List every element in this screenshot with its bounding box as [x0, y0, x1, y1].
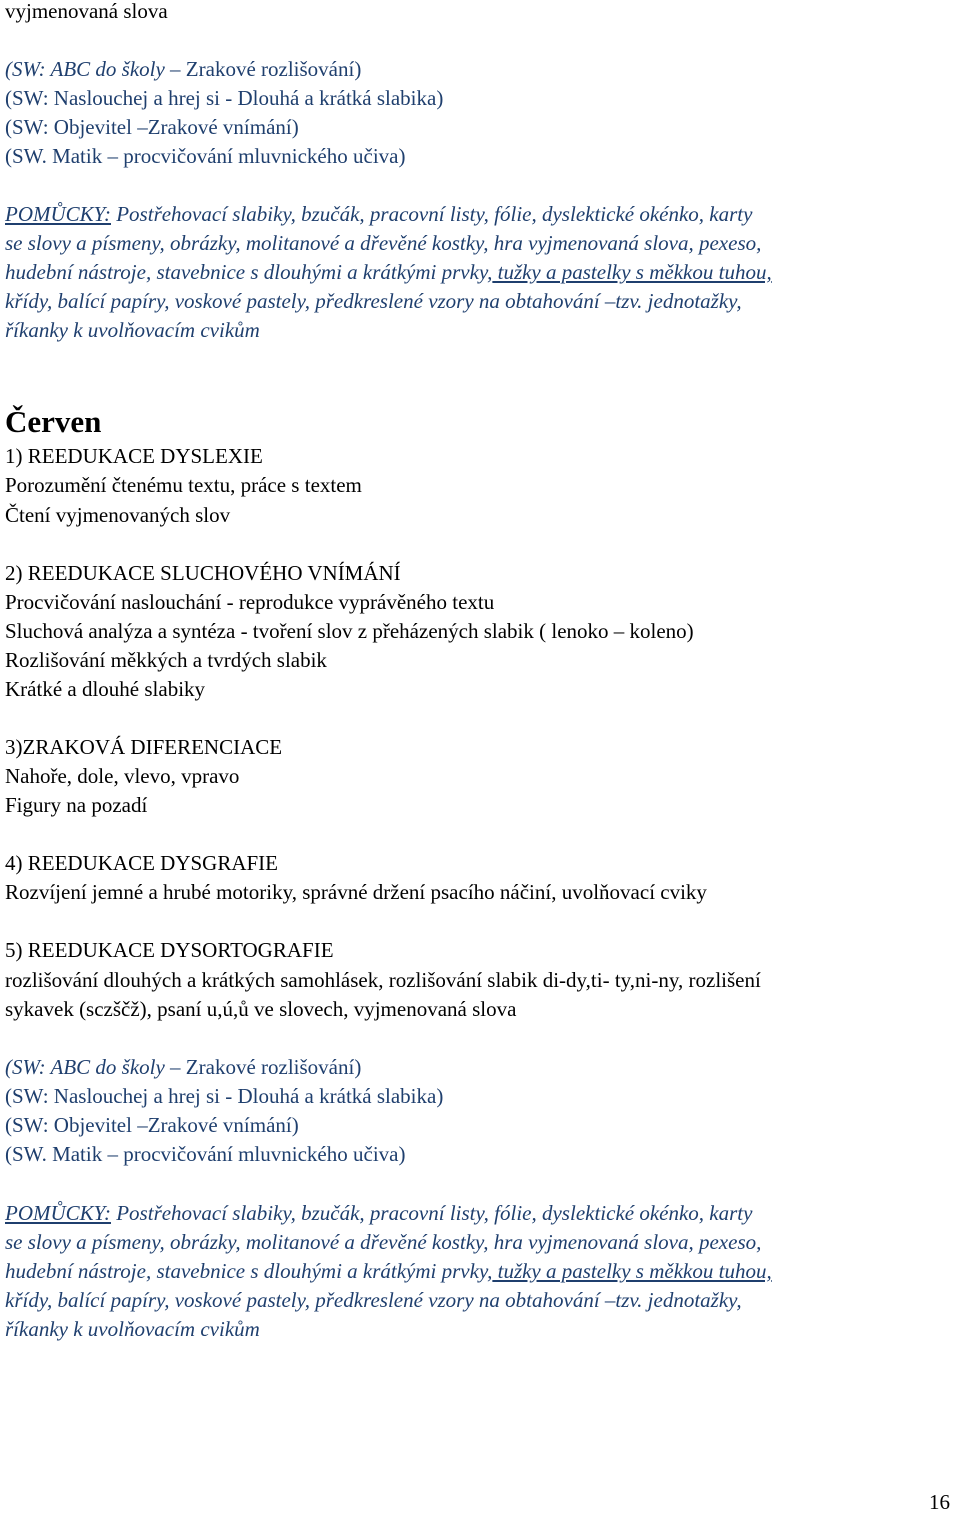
pomucky2-line-5: říkanky k uvolňovacím cvikům — [5, 1317, 260, 1341]
sw-abc-rest: Zrakové rozlišování) — [185, 57, 362, 81]
top-text: vyjmenovaná slova — [5, 0, 168, 23]
pomucky-text-3b: tužky a pastelky s měkkou tuhou, — [492, 260, 772, 284]
sw2-line-abc — [5, 1054, 361, 1080]
section-3-line-1: Nahoře, dole, vlevo, vpravo — [5, 764, 240, 788]
pomucky2-line-4: křídy, balící papíry, voskové pastely, předkreslené vzory na obtahování –tzv. jednotažky, — [5, 1288, 742, 1312]
section-1-line-2: Čtení vyjmenovaných slov — [5, 503, 231, 527]
section-5-line-1: rozlišování dlouhých a krátkých samohlásek, rozlišování slabik di-dy,ti- ty,ni-ny, rozlišení — [5, 968, 761, 992]
sw2-line-matik: (SW. Matik – procvičování mluvnického učiva) — [5, 1142, 406, 1166]
pomucky2-text-3a: hudební nástroje, stavebnice s dlouhými a krátkými prvky, — [5, 1259, 493, 1283]
sw-line-matik: (SW. Matik – procvičování mluvnického učiva) — [5, 144, 406, 168]
pomucky2-line-1 — [5, 1200, 752, 1226]
sw-abc-italic: (SW: ABC do školy – — [5, 57, 186, 81]
pomucky-label: POMŮCKY: — [5, 202, 111, 226]
section-4-title: 4) REEDUKACE DYSGRAFIE — [5, 851, 278, 875]
pomucky-line-1 — [5, 201, 752, 227]
sw-line-abc — [5, 56, 361, 82]
pomucky-line-4: křídy, balící papíry, voskové pastely, předkreslené vzory na obtahování –tzv. jednotažky, — [5, 289, 742, 313]
pomucky-line-3 — [5, 259, 772, 285]
sw2-abc-rest: Zrakové rozlišování) — [185, 1055, 362, 1079]
sw2-line-naslouchej: (SW: Naslouchej a hrej si - Dlouhá a krátká slabika) — [5, 1084, 444, 1108]
pomucky2-line-2: se slovy a písmeny, obrázky, molitanové a dřevěné kostky, hra vyjmenovaná slova, pexeso, — [5, 1230, 762, 1254]
section-2-line-1: Procvičování naslouchání - reprodukce vyprávěného textu — [5, 590, 495, 614]
sw-line-objevitel: (SW: Objevitel –Zrakové vnímání) — [5, 115, 299, 139]
pomucky-line-5: říkanky k uvolňovacím cvikům — [5, 318, 260, 342]
section-2-line-3: Rozlišování měkkých a tvrdých slabik — [5, 648, 327, 672]
pomucky2-text-3b: tužky a pastelky s měkkou tuhou, — [492, 1259, 772, 1283]
section-4-line-1: Rozvíjení jemné a hrubé motoriky, správné držení psacího náčiní, uvolňovací cviky — [5, 880, 707, 904]
section-2-title: 2) REEDUKACE SLUCHOVÉHO VNÍMÁNÍ — [5, 561, 401, 585]
pomucky2-label: POMŮCKY: — [5, 1201, 111, 1225]
sw2-abc-italic: (SW: ABC do školy – — [5, 1055, 186, 1079]
pomucky2-text-1: Postřehovací slabiky, bzučák, pracovní listy, fólie, dyslektické okénko, karty — [110, 1201, 753, 1225]
pomucky-text-3a: hudební nástroje, stavebnice s dlouhými a krátkými prvky, — [5, 260, 493, 284]
month-heading: Červen — [5, 404, 102, 439]
sw-line-naslouchej: (SW: Naslouchej a hrej si - Dlouhá a krátká slabika) — [5, 86, 444, 110]
section-5-title: 5) REEDUKACE DYSORTOGRAFIE — [5, 938, 334, 962]
pomucky2-line-3 — [5, 1258, 772, 1284]
pomucky-line-2: se slovy a písmeny, obrázky, molitanové a dřevěné kostky, hra vyjmenovaná slova, pexeso, — [5, 231, 762, 255]
section-5-line-2: sykavek (sczščž), psaní u,ú,ů ve slovech, vyjmenovaná slova — [5, 997, 517, 1021]
section-2-line-2: Sluchová analýza a syntéza - tvoření slov z přeházených slabik ( lenoko – koleno) — [5, 619, 694, 643]
section-3-line-2: Figury na pozadí — [5, 793, 148, 817]
section-1-title: 1) REEDUKACE DYSLEXIE — [5, 444, 263, 468]
section-1-line-1: Porozumění čtenému textu, práce s textem — [5, 473, 362, 497]
pomucky-text-1: Postřehovací slabiky, bzučák, pracovní listy, fólie, dyslektické okénko, karty — [110, 202, 753, 226]
section-3-title: 3)ZRAKOVÁ DIFERENCIACE — [5, 735, 283, 759]
sw2-line-objevitel: (SW: Objevitel –Zrakové vnímání) — [5, 1113, 299, 1137]
page-number: 16 — [929, 1490, 950, 1514]
section-2-line-4: Krátké a dlouhé slabiky — [5, 677, 206, 701]
